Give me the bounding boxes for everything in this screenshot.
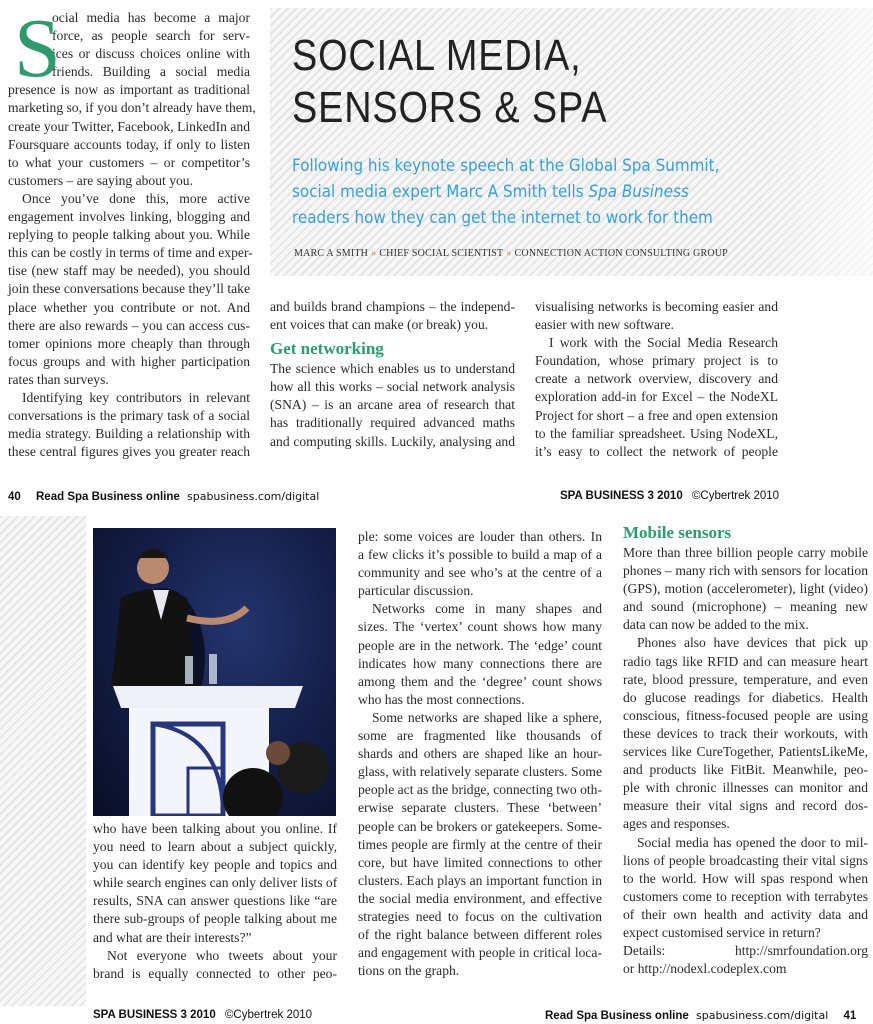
body-text-line: engagement involves linking, blogging and <box>8 209 250 225</box>
body-text-line: who have been talking about you online. If <box>93 821 337 836</box>
body-text-line: customers come to reception with terrabytes <box>623 888 868 904</box>
body-text-line: services like CureTogether, PatientsLikeMe, <box>623 744 868 760</box>
body-text-line: erwise separate clusters. These ‘between’ <box>358 800 602 816</box>
title-line-2: SENSORS & SPA <box>292 83 608 132</box>
body-text-line: to the familiar spreadsheet. Using NodeXL, <box>535 425 778 441</box>
body-text-line: join these conversations because they’ll take <box>8 281 250 297</box>
standfirst-line-1: Following his keynote speech at the Global Spa Summit, <box>292 156 720 175</box>
speaker-photo <box>93 528 336 816</box>
body-text-line: you can identify key people and topics and <box>93 857 337 873</box>
body-text-line: and products like FitBit. Meanwhile, peo- <box>623 762 868 778</box>
body-text-line: data can now be added to the mix. <box>623 617 809 633</box>
header-fade <box>760 8 873 276</box>
body-text-line: how all this works – social network analysis <box>270 379 515 395</box>
body-text-line: clusters. Each plays an important function in <box>358 872 602 888</box>
section-heading: Get networking <box>270 339 384 359</box>
title-line-1: SOCIAL MEDIA, <box>292 31 582 80</box>
body-text-line: core, but have limited connections to other <box>358 854 602 870</box>
body-text-line: exploration add-in for Excel – the NodeXL <box>535 389 778 405</box>
body-text-line: results, SNA can answer questions like “are <box>93 893 337 909</box>
body-text-line: this can be costly in terms of time and exper- <box>8 245 253 261</box>
byline <box>294 248 728 259</box>
page-number: 41 <box>843 1010 857 1022</box>
body-text-line: customers – are saying about you. <box>8 172 193 188</box>
author-name: MARC A SMITH <box>294 248 369 259</box>
body-text-line: Social media has opened the door to mil- <box>637 834 868 850</box>
body-text-line: these devices to track their workouts, with <box>623 725 868 741</box>
body-text-line: there are also rewards – you can access cus- <box>8 317 250 333</box>
body-text-line: people are in the network. The ‘edge’ count <box>358 637 602 653</box>
body-text-line: and builds brand champions – the independ- <box>270 299 515 314</box>
standfirst-line-2 <box>292 179 719 205</box>
article-standfirst <box>292 153 719 231</box>
body-text-line: to the world. How will spas respond when <box>623 870 868 886</box>
body-text-line: focus groups and with higher participation <box>8 353 250 369</box>
body-text-line: rates than surveys. <box>8 371 109 387</box>
body-text-line: Details: http://smrfoundation.org <box>623 943 868 959</box>
body-text-line: Networks come in many shapes and <box>372 601 602 617</box>
body-text-line: and what are their interests?” <box>93 929 252 945</box>
body-text-line: place whether you contribute or not. And <box>8 299 250 315</box>
body-text-line: replying to people talking about you. While <box>8 227 250 243</box>
body-text-line: Foursquare accounts today, if only to listen <box>8 136 250 152</box>
left-stripe-panel <box>0 516 86 1006</box>
online-url-link[interactable]: spabusiness.com/digital <box>696 1009 829 1022</box>
column-bottom-left <box>93 820 337 983</box>
body-text-line: people act as the bridge, connecting two oth- <box>358 782 602 798</box>
body-text-line: Foundation, whose primary project is to <box>535 353 778 369</box>
byline-separator: » <box>506 248 512 259</box>
publication-name: Spa Business <box>588 182 689 201</box>
section-heading: Mobile sensors <box>623 523 732 542</box>
body-text-line: glass, with relatively separate clusters. Some <box>358 764 602 780</box>
online-url-link[interactable]: spabusiness.com/digital <box>187 490 320 503</box>
body-text-line: media strategy. Building a relationship with <box>8 426 250 442</box>
body-text-line: people can be brokers or gatekeepers. Some- <box>358 818 602 834</box>
body-text-line: indicates how many connections there are <box>358 655 602 671</box>
body-text-line: has traditionally required advanced maths <box>270 415 515 431</box>
body-text-line: strategies need to focus on the cultivation <box>358 908 602 924</box>
body-text-line: Once you’ve done this, more active <box>22 190 250 206</box>
body-text-line: tomer opinions more cheaply than through <box>8 335 250 351</box>
body-text-line: some are fragmented like thousands of <box>358 728 602 744</box>
body-text-line: tise (new staff may be needed), you should <box>8 263 250 279</box>
body-text-line: presence is now as important as traditional <box>8 82 250 98</box>
article-title <box>292 30 607 134</box>
body-text-line: ple with chronic illnesses can monitor and <box>623 780 868 796</box>
body-text-line: Some networks are shaped like a sphere, <box>372 709 602 725</box>
body-text-line: and engagement with people in critical loca- <box>358 945 602 961</box>
body-text-line: sizes. The ‘vertex’ count shows how many <box>358 619 602 635</box>
body-text-line: who has the most connections. <box>358 691 525 707</box>
body-text-line: ple: some voices are louder than others. In <box>358 529 602 544</box>
body-text-line: marketing so, if you don’t already have them, <box>8 100 256 116</box>
body-text-line: (SNA) – is an arcane area of research that <box>270 397 515 413</box>
body-text-line: measure their vital signs and record dos- <box>623 798 868 814</box>
standfirst-line-3: readers how they can get the internet to work for them <box>292 208 713 227</box>
body-text-line: of the right balance between different roles <box>358 927 602 943</box>
body-text-line: and computing skills. Luckily, analysing and <box>270 433 515 449</box>
author-org: CONNECTION ACTION CONSULTING GROUP <box>514 248 728 259</box>
body-text-line: Identifying key contributors in relevant <box>22 389 250 405</box>
byline-separator: » <box>371 248 377 259</box>
body-text-line: I work with the Social Media Research <box>549 335 778 351</box>
body-text-line: tions on the graph. <box>358 963 460 979</box>
body-text-line: while search engines can only deliver lists of <box>93 875 338 891</box>
body-text-line: community and see who’s at the centre of a <box>358 565 602 581</box>
body-text-line: Phones also have devices that pick up <box>637 635 868 651</box>
body-text-line: conscious, fitness-focused people are using <box>623 707 868 723</box>
body-text-line: create a network overview, discovery and <box>535 371 778 387</box>
body-text-line: force, as people search for serv- <box>52 28 250 44</box>
body-text-line: shards and others are shaped like an hour- <box>358 746 602 762</box>
body-text-line: among them and the ‘degree’ count shows <box>358 673 602 689</box>
author-role: CHIEF SOCIAL SCIENTIST <box>379 248 504 259</box>
footer-right-page-nav <box>545 1009 856 1022</box>
body-text-line: The science which enables us to understand <box>270 361 515 377</box>
column-bottom-right <box>623 518 868 978</box>
read-online-label: Read Spa Business online <box>36 491 180 503</box>
speaker-illustration <box>93 528 336 816</box>
body-text-line: (GPS), motion (accelerometer), light (video) <box>623 581 868 597</box>
body-text-line: ocial media has become a major <box>52 10 250 25</box>
body-text-line: More than three billion people carry mobile <box>623 545 868 560</box>
body-text-line: Not everyone who tweets about your <box>107 947 337 963</box>
column-top-middle <box>270 298 515 451</box>
body-text-line: of their own health and activity data and <box>623 906 868 922</box>
footer-right-page-issue <box>93 1009 312 1021</box>
body-text-line: easier with new software. <box>535 317 674 333</box>
body-text-line: these central figures gives you greater reach <box>8 444 250 460</box>
body-text-line: it’s easy to collect the network of people <box>535 443 778 459</box>
read-online-label: Read Spa Business online <box>545 1010 689 1022</box>
body-text-line: and sound (microphone) – meaning new <box>623 599 868 615</box>
issue-label: SPA BUSINESS 3 2010 <box>560 490 683 502</box>
body-text-line: ices or discuss choices online with <box>52 46 250 62</box>
body-text-line: a few clicks it’s possible to build a map of a <box>358 547 602 563</box>
body-text-line: conversations is the primary task of a social <box>8 408 250 424</box>
body-text-line: expect customised service in return? <box>623 924 821 940</box>
body-text-line: particular discussion. <box>358 583 474 599</box>
footer-left-page-nav <box>8 490 319 503</box>
column-top-right <box>535 298 778 461</box>
issue-label: SPA BUSINESS 3 2010 <box>93 1009 216 1021</box>
body-text-line: ages and responses. <box>623 816 730 832</box>
copyright: ©Cybertrek 2010 <box>224 1009 313 1021</box>
body-text-line: do glucose readings for diabetics. Health <box>623 689 868 705</box>
standfirst-text: social media expert Marc A Smith tells <box>292 182 589 201</box>
drop-cap: S <box>14 2 61 95</box>
body-text-line: or http://nodexl.codeplex.com <box>623 961 787 977</box>
body-text-line: rate, blood pressure, temperature, and even <box>623 671 868 687</box>
body-text-line: phones – many rich with sensors for location <box>623 563 868 579</box>
footer-left-page-issue <box>560 490 779 502</box>
body-text-line: the social media environment, and effective <box>358 890 602 906</box>
body-text-line: create your Twitter, Facebook, LinkedIn and <box>8 118 250 134</box>
body-text-line: radio tags like RFID and can measure heart <box>623 653 868 669</box>
body-text-line: times people are firmly at the centre of their <box>358 836 602 852</box>
page-number: 40 <box>8 491 21 503</box>
body-text-line: there sub-groups of people talking about me <box>93 911 337 927</box>
body-text-line: Project for short – a free and open extension <box>535 407 778 423</box>
body-text-line: to what your customers – or competitor’s <box>8 154 250 170</box>
column-bottom-middle <box>358 528 602 980</box>
body-text-line: lions of people broadcasting their vital signs <box>623 852 868 868</box>
copyright: ©Cybertrek 2010 <box>691 490 780 502</box>
body-text-line: friends. Building a social media <box>52 64 250 80</box>
column-top-left <box>8 2 256 461</box>
body-text-line: you need to learn about a subject quickly, <box>93 839 337 855</box>
body-text-line: visualising networks is becoming easier and <box>535 299 778 314</box>
body-text-line: ent voices that can make (or break) you. <box>270 317 489 333</box>
body-text-line: brand is equally connected to other peo- <box>93 965 337 981</box>
